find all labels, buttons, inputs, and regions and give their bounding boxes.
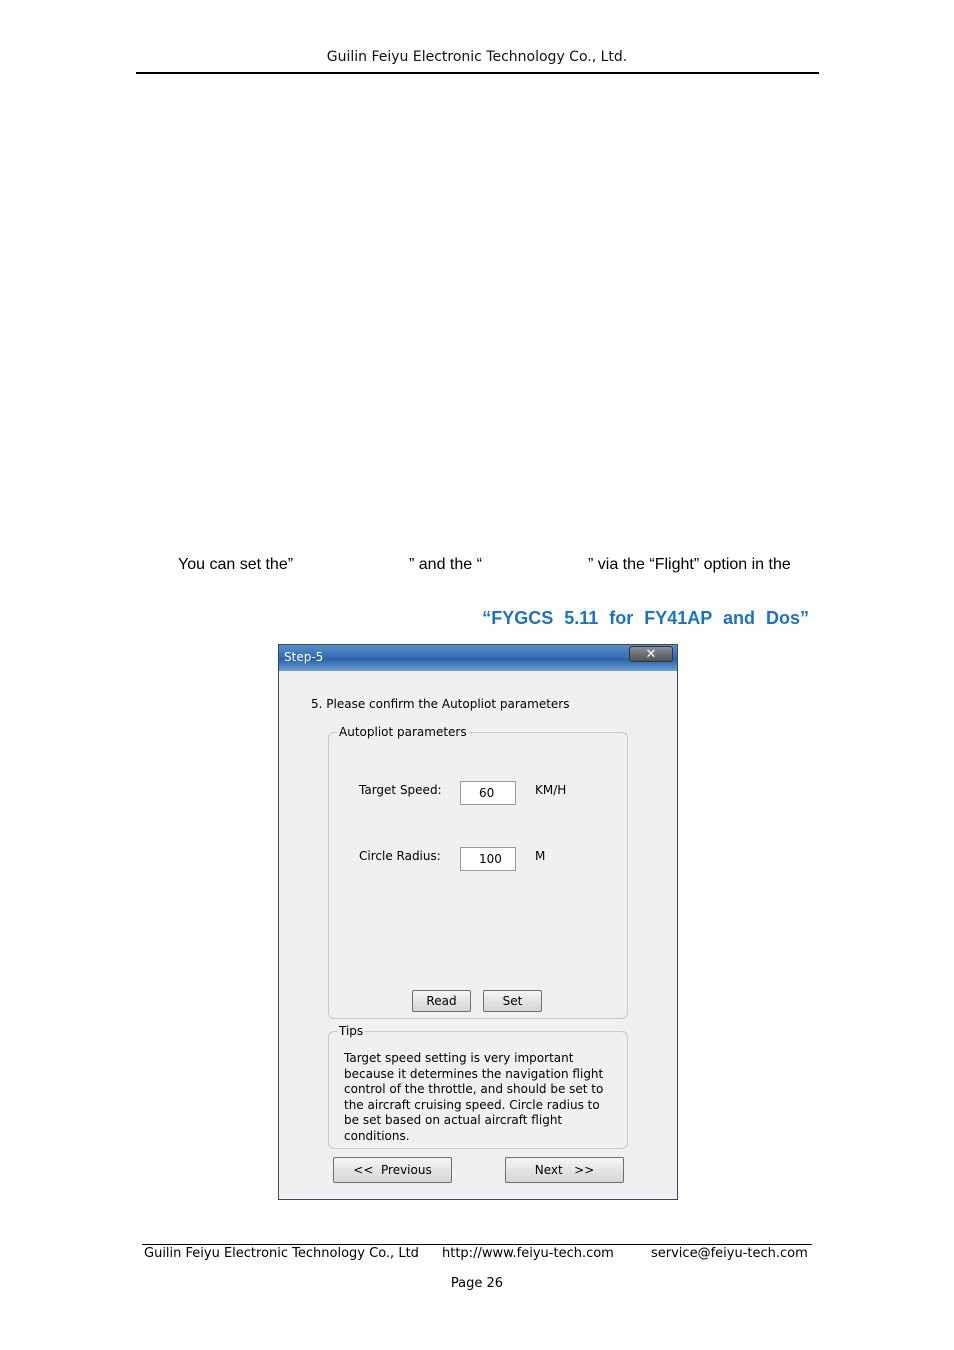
dialog-title: Step-5 (284, 650, 324, 664)
target-speed-unit: KM/H (535, 783, 567, 797)
close-icon: ✕ (645, 647, 657, 662)
read-button[interactable]: Read (412, 990, 471, 1012)
tips-text: Target speed setting is very important because it determines the navigation flight control of the throttle, and should be set to the aircraft cruising speed. Circle radius to be set based on actual aircraft flight conditions. (344, 1051, 604, 1143)
header-divider (136, 72, 819, 74)
close-button[interactable] (629, 646, 673, 662)
autopilot-params-group (328, 725, 628, 1019)
target-speed-label: Target Speed: (359, 783, 442, 797)
software-title: “FYGCS 5.11 for FY41AP and Dos” (482, 608, 809, 628)
circle-radius-unit: M (535, 849, 546, 863)
tips-group (328, 1024, 628, 1149)
page-header-company: Guilin Feiyu Electronic Technology Co., Ltd. (326, 49, 628, 65)
step5-dialog (278, 644, 678, 1200)
footer-email[interactable]: service@feiyu-tech.com (651, 1246, 808, 1261)
autopilot-params-group-label: Autopliot parameters (339, 725, 467, 739)
dialog-client-area (281, 671, 675, 1197)
body-text-part2: ” and the “ (409, 556, 482, 573)
circle-radius-label: Circle Radius: (359, 849, 441, 863)
set-button[interactable]: Set (483, 990, 542, 1012)
footer-divider (142, 1244, 812, 1245)
page-number: Page 26 (450, 1276, 504, 1291)
previous-button[interactable]: << Previous (333, 1157, 452, 1183)
body-text-part1: You can set the” (178, 556, 294, 573)
footer-website[interactable]: http://www.feiyu-tech.com (442, 1246, 614, 1261)
body-text-part3: ” via the “Flight” option in the (588, 556, 791, 573)
circle-radius-input[interactable]: 100 (460, 847, 516, 871)
dialog-titlebar[interactable] (279, 645, 677, 671)
dialog-instruction: 5. Please confirm the Autopliot parameters (311, 697, 570, 711)
tips-group-label: Tips (339, 1024, 364, 1038)
next-button[interactable]: Next >> (505, 1157, 624, 1183)
target-speed-input[interactable]: 60 (460, 781, 516, 805)
footer-company: Guilin Feiyu Electronic Technology Co., Ltd (144, 1246, 419, 1261)
